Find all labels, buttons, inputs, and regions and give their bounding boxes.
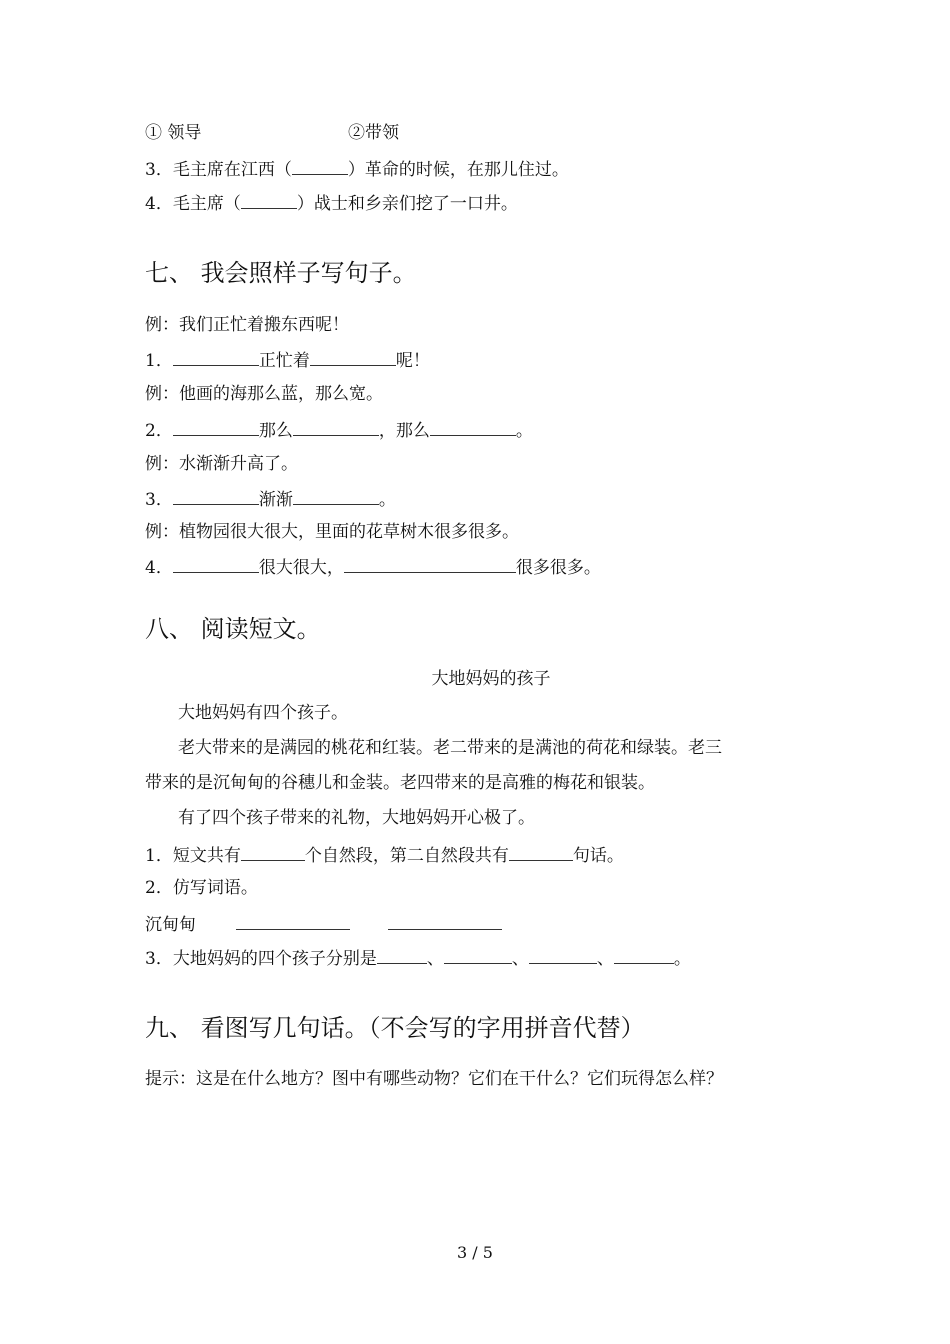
section-7-title: 七、 我会照样子写句子。	[145, 259, 417, 287]
s8-question-1: 1．短文共有 个自然段，第二自然段共有 句话。	[145, 842, 624, 868]
answer-blank[interactable]	[173, 417, 259, 436]
answer-blank[interactable]	[293, 417, 379, 436]
answer-blank[interactable]	[293, 486, 379, 505]
s8-question-3: 3．大地妈妈的四个孩子分别是 、 、 、 。	[145, 945, 691, 971]
story-paragraph-2-line-1: 老大带来的是满园的桃花和红装。老二带来的是满池的荷花和绿装。老三	[178, 738, 722, 758]
s8-question-2: 2．仿写词语。	[145, 878, 258, 898]
s7-example-4: 例：植物园很大很大，里面的花草树木很多很多。	[145, 522, 519, 542]
s7-question-3: 3． 渐渐 。	[145, 486, 396, 512]
answer-blank[interactable]	[529, 945, 597, 964]
answer-blank[interactable]	[614, 945, 674, 964]
s7-example-3: 例：水渐渐升高了。	[145, 454, 298, 474]
s9-hint: 提示：这是在什么地方？图中有哪些动物？它们在干什么？它们玩得怎么样？	[145, 1069, 723, 1089]
s7-question-2: 2． 那么 ，那么 。	[145, 417, 533, 443]
answer-blank[interactable]	[173, 347, 259, 366]
s7-example-1: 例：我们正忙着搬东西呢！	[145, 315, 349, 335]
option-2: ②带领	[348, 123, 399, 143]
story-paragraph-3: 有了四个孩子带来的礼物，大地妈妈开心极了。	[178, 808, 535, 828]
answer-blank[interactable]	[444, 945, 512, 964]
s6-question-3: 3．毛主席在江西（ ）革命的时候，在那儿住过。	[145, 156, 569, 182]
s7-example-2: 例：他画的海那么蓝，那么宽。	[145, 384, 383, 404]
story-paragraph-2-line-2: 带来的是沉甸甸的谷穗儿和金装。老四带来的是高雅的梅花和银装。	[145, 773, 655, 793]
answer-blank[interactable]	[292, 156, 348, 175]
s6-question-4: 4．毛主席（ ）战士和乡亲们挖了一口井。	[145, 190, 518, 216]
answer-blank[interactable]	[310, 347, 396, 366]
answer-blank[interactable]	[344, 554, 516, 573]
s7-question-4: 4． 很大很大， 很多很多。	[145, 554, 601, 580]
answer-blank[interactable]	[236, 911, 350, 930]
answer-blank[interactable]	[430, 417, 516, 436]
answer-blank[interactable]	[377, 945, 427, 964]
answer-blank[interactable]	[241, 190, 297, 209]
page-number: 3 / 5	[457, 1243, 493, 1262]
answer-blank[interactable]	[388, 911, 502, 930]
s8-word-pattern: 沉甸甸	[145, 911, 502, 937]
section-9-title: 九、 看图写几句话。（不会写的字用拼音代替）	[145, 1014, 645, 1042]
story-paragraph-1: 大地妈妈有四个孩子。	[178, 703, 348, 723]
s7-question-1: 1． 正忙着 呢！	[145, 347, 430, 373]
answer-blank[interactable]	[509, 842, 573, 861]
option-1: ① 领导	[145, 123, 202, 143]
answer-blank[interactable]	[173, 554, 259, 573]
answer-blank[interactable]	[241, 842, 305, 861]
section-8-title: 八、 阅读短文。	[145, 615, 321, 643]
answer-blank[interactable]	[173, 486, 259, 505]
story-title: 大地妈妈的孩子	[431, 669, 551, 689]
